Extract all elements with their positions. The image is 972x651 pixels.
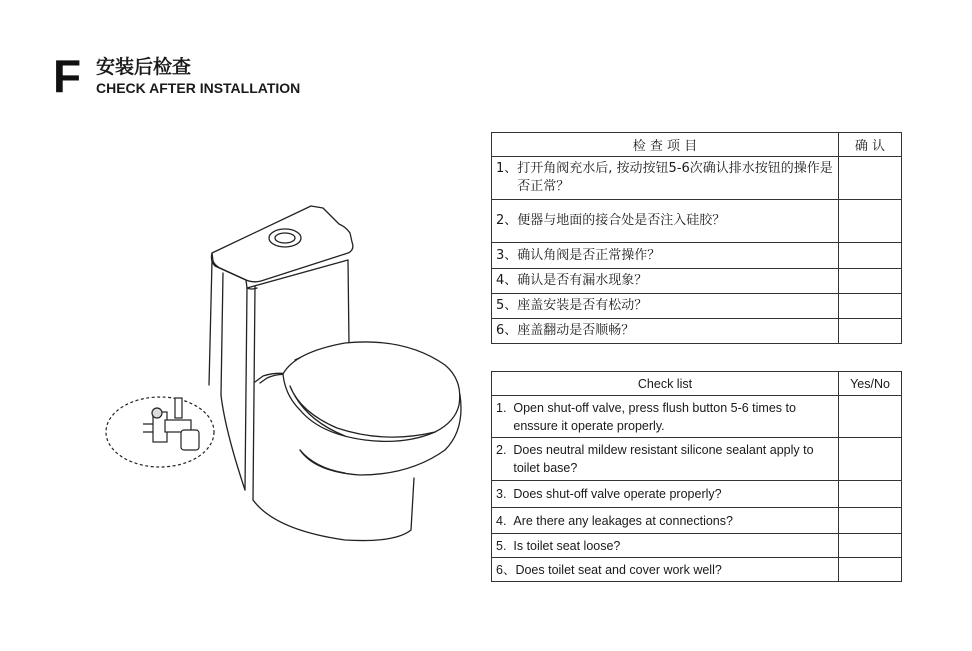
confirm-checkbox[interactable]: [839, 200, 902, 243]
row-text: 确认角阀是否正常操作？: [517, 247, 661, 263]
table-row: [492, 269, 902, 294]
yes-no-checkbox[interactable]: [839, 438, 902, 481]
row-number: 5、: [496, 298, 518, 313]
table-row: [492, 508, 902, 534]
yes-no-checkbox[interactable]: [839, 558, 902, 582]
row-text: Does shut-off valve operate properly?: [513, 487, 722, 501]
row-text: Open shut-off valve, press flush button 5-6 times to enssure it operate properly.: [513, 400, 796, 433]
row-text: Is toilet seat loose?: [513, 538, 621, 553]
confirm-checkbox[interactable]: [839, 269, 902, 294]
row-text: 打开角阀充水后, 按动按钮5-6次确认排水按钮的操作是否正常？: [517, 161, 833, 194]
confirm-checkbox[interactable]: [839, 319, 902, 344]
row-text: 确认是否有漏水现象？: [517, 273, 648, 288]
table-row: [492, 319, 902, 344]
row-number: 2.: [496, 443, 514, 457]
table-row: [492, 481, 902, 508]
row-number: 6、: [496, 323, 518, 338]
angle-valve-icon: [106, 397, 214, 467]
header-yes-no: Yes/No: [839, 372, 902, 396]
table-row: [492, 396, 902, 438]
row-text: Does toilet seat and cover work well?: [515, 562, 722, 577]
header-confirm: 确 认: [839, 133, 902, 157]
row-number: 4.: [496, 513, 514, 528]
toilet-illustration: [105, 200, 475, 560]
header-check-item: 检 查 项 目: [492, 133, 839, 157]
table-row: [492, 534, 902, 558]
table-row: [492, 157, 902, 200]
row-number: 4、: [496, 273, 518, 288]
row-number: 1.: [496, 400, 514, 415]
table-header-row: [492, 372, 902, 396]
yes-no-checkbox[interactable]: [839, 508, 902, 534]
confirm-checkbox[interactable]: [839, 294, 902, 319]
table-row: [492, 558, 902, 582]
yes-no-checkbox[interactable]: [839, 481, 902, 508]
row-text: 座盖安装是否有松动？: [517, 298, 648, 313]
checklist-table-en: [491, 371, 902, 582]
table-row: [492, 438, 902, 481]
row-text: Are there any leakages at connections?: [513, 513, 733, 528]
yes-no-checkbox[interactable]: [839, 396, 902, 438]
table-row: [492, 294, 902, 319]
section-title-cn: 安装后检查: [96, 56, 192, 78]
header-check-list: Check list: [492, 372, 839, 396]
row-number: 6、: [496, 562, 516, 577]
confirm-checkbox[interactable]: [839, 157, 902, 200]
row-number: 3、: [496, 247, 518, 263]
table-row: [492, 200, 902, 243]
row-number: 3.: [496, 487, 514, 501]
row-number: 5.: [496, 538, 514, 553]
section-letter: F: [53, 50, 82, 102]
table-row: [492, 243, 902, 269]
flush-button-icon: [269, 229, 301, 247]
yes-no-checkbox[interactable]: [839, 534, 902, 558]
section-title-en: CHECK AFTER INSTALLATION: [96, 80, 301, 96]
row-text: Does neutral mildew resistant silicone sealant apply to toilet base?: [513, 443, 814, 475]
row-text: 便器与地面的接合处是否注入硅胶？: [517, 213, 726, 228]
row-number: 2、: [496, 213, 518, 228]
row-text: 座盖翻动是否顺畅？: [517, 323, 635, 338]
checklist-table-cn: [491, 132, 902, 344]
row-number: 1、: [496, 161, 518, 176]
confirm-checkbox[interactable]: [839, 243, 902, 269]
table-header-row: [492, 133, 902, 157]
